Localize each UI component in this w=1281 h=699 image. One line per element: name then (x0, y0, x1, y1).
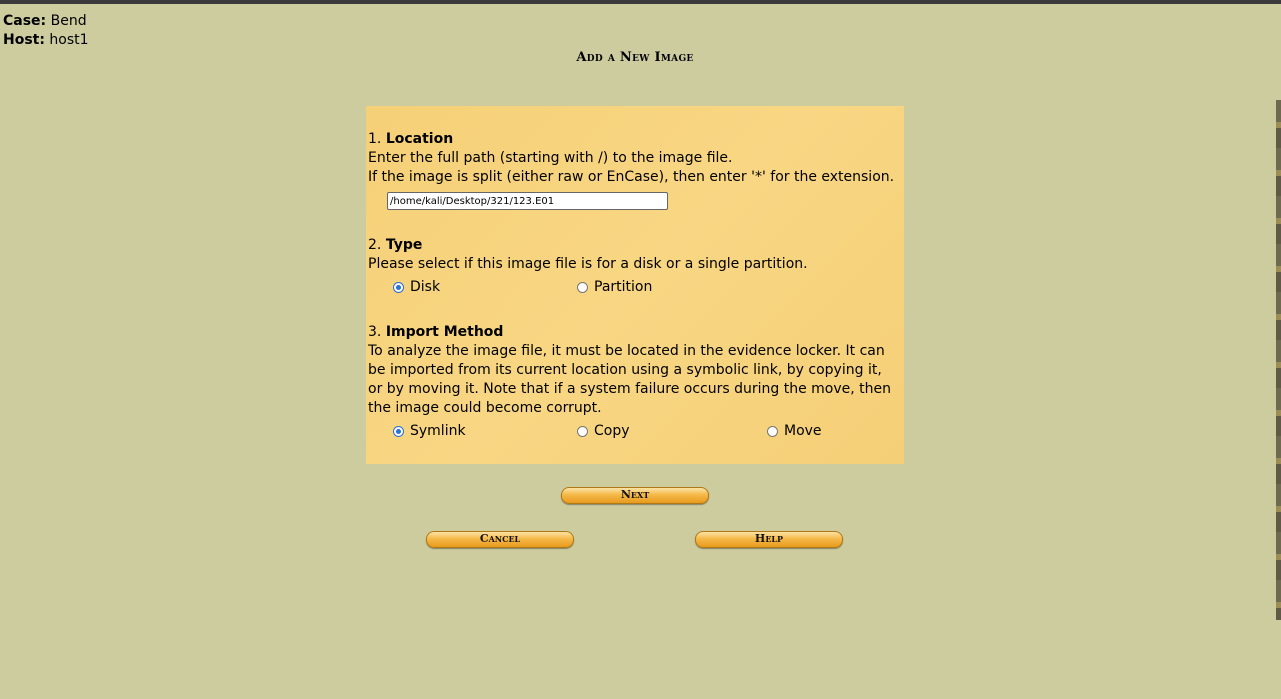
location-section (368, 130, 902, 187)
import-description-4: the image could become corrupt. (368, 400, 602, 416)
import-description-2: be imported from its current location using a symbolic link, by copying it, (368, 362, 882, 378)
location-heading (368, 130, 902, 149)
add-image-form (366, 106, 904, 464)
partition-label: Partition (594, 279, 653, 295)
background-window-edge (1276, 100, 1281, 620)
type-number: 2. (368, 237, 382, 253)
partition-radio[interactable] (577, 282, 588, 293)
location-description-2: If the image is split (either raw or EnCase), then enter '*' for the extension. (368, 169, 895, 185)
import-heading (368, 323, 902, 342)
disk-radio[interactable] (393, 282, 404, 293)
help-button[interactable]: Help (695, 531, 843, 548)
host-line (3, 31, 89, 50)
import-description-1: To analyze the image file, it must be located in the evidence locker. It can (368, 343, 885, 359)
type-disk-option[interactable] (393, 278, 440, 297)
case-line (3, 12, 89, 31)
import-description-3: or by moving it. Note that if a system failure occurs during the move, then (368, 381, 891, 397)
window-top-bar (0, 0, 1281, 4)
location-number: 1. (368, 131, 382, 147)
next-button[interactable]: Next (561, 487, 709, 504)
type-heading (368, 236, 902, 255)
import-section (368, 323, 902, 418)
move-label: Move (784, 423, 822, 439)
copy-radio[interactable] (577, 426, 588, 437)
symlink-label: Symlink (410, 423, 466, 439)
location-description-1: Enter the full path (starting with /) to the image file. (368, 150, 733, 166)
import-number: 3. (368, 324, 382, 340)
move-radio[interactable] (767, 426, 778, 437)
host-label: Host: (3, 32, 45, 48)
cancel-button[interactable]: Cancel (426, 531, 574, 548)
import-move-option[interactable] (767, 422, 822, 441)
symlink-radio[interactable] (393, 426, 404, 437)
case-info (3, 12, 89, 50)
import-symlink-option[interactable] (393, 422, 466, 441)
type-title: Type (385, 237, 423, 253)
type-section (368, 236, 902, 274)
type-partition-option[interactable] (577, 278, 652, 297)
case-value: Bend (50, 13, 87, 29)
page-title: Add a New Image (576, 50, 694, 65)
type-description: Please select if this image file is for a disk or a single partition. (368, 256, 808, 272)
host-value: host1 (49, 32, 89, 48)
import-copy-option[interactable] (577, 422, 630, 441)
disk-label: Disk (410, 279, 441, 295)
location-title: Location (385, 131, 454, 147)
case-label: Case: (3, 13, 47, 29)
image-path-input[interactable] (387, 192, 668, 210)
import-title: Import Method (385, 324, 504, 340)
copy-label: Copy (594, 423, 630, 439)
